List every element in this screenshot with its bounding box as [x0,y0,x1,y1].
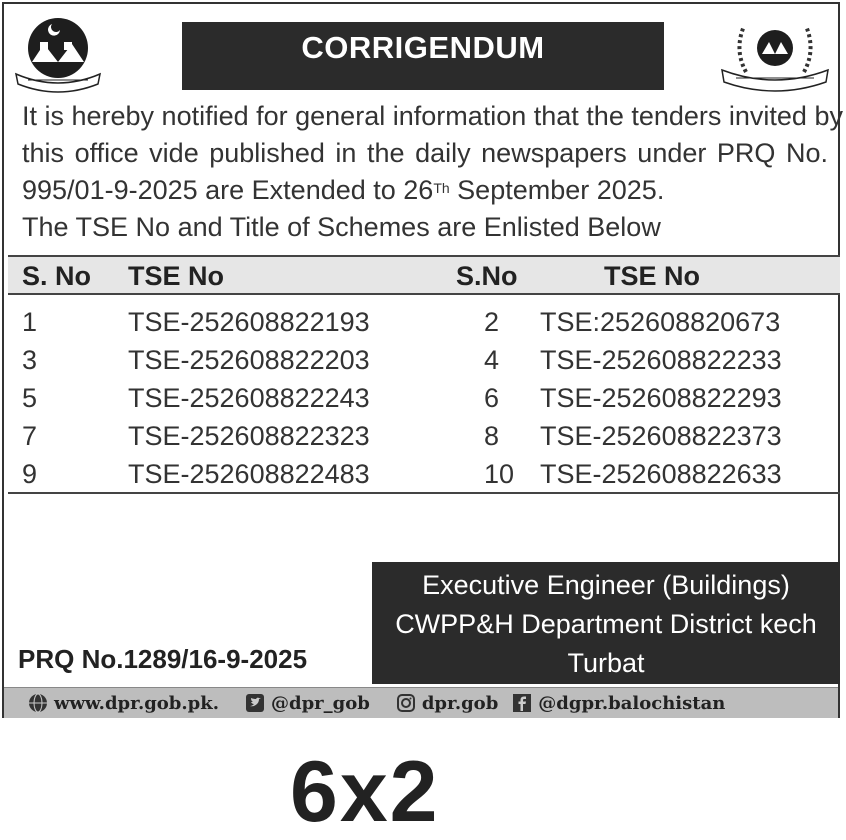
notice-paragraph [22,98,843,246]
title-banner [182,22,664,90]
footer-bar [4,687,838,718]
ad-size-label: 6x2 [290,744,440,840]
notice-text: September 2025. [449,175,665,205]
instagram-handle[interactable]: dpr.gob [421,692,499,714]
serial-number: 8 [484,421,500,451]
tse-number: TSE-252608822203 [128,345,370,375]
page-title: CORRIGENDUM [301,30,545,65]
serial-number: 3 [22,345,38,375]
tse-number: TSE-252608822233 [540,345,782,375]
globe-icon [28,693,48,713]
signatory-box [372,562,840,684]
notice-text: 995/01-9-2025 are Extended to 26 [22,175,434,205]
twitter-icon [245,693,265,713]
serial-number: 9 [22,459,38,489]
serial-number: 5 [22,383,38,413]
footer-website[interactable] [28,693,219,714]
twitter-handle[interactable]: @dpr_gob [270,692,370,714]
signatory-department: CWPP&H Department District kech [395,609,817,639]
notice-line: this office vide published in the daily newspapers under PRQ No. [22,138,828,168]
serial-number: 7 [22,421,38,451]
instagram-icon [396,693,416,713]
signatory-location: Turbat [567,648,645,678]
serial-number: 1 [22,307,38,337]
superscript: Th [433,180,450,196]
prq-number: PRQ No.1289/16-9-2025 [18,644,308,674]
signatory-title: Executive Engineer (Buildings) [422,570,790,600]
serial-number: 2 [484,307,500,337]
footer-instagram[interactable] [396,693,498,714]
tse-number: TSE-252608822373 [540,421,782,451]
column-header: TSE No [128,261,225,291]
tse-number: TSE-252608822633 [540,459,782,489]
table-row [0,307,846,345]
table-row [0,421,846,459]
facebook-icon [512,693,532,713]
column-header: S.No [456,261,518,291]
serial-number: 4 [484,345,500,375]
tse-number: TSE-252608822483 [128,459,370,489]
balochistan-emblem-left [12,14,104,96]
facebook-handle[interactable]: @dgpr.balochistan [538,692,726,714]
tse-number: TSE-252608822293 [540,383,782,413]
serial-number: 6 [484,383,500,413]
website-link[interactable]: www.dpr.gob.pk. [54,692,219,714]
tse-number: TSE-252608822243 [128,383,370,413]
table-header [8,255,840,295]
tse-number: TSE-252608822323 [128,421,370,451]
footer-facebook[interactable] [512,693,725,714]
table-row [0,345,846,383]
serial-number: 10 [484,459,515,489]
footer-twitter[interactable] [245,693,370,714]
column-header: S. No [22,261,92,291]
table-bottom-rule [8,492,840,494]
table-row [0,383,846,421]
balochistan-emblem-right [716,14,834,96]
tse-number: TSE:252608820673 [540,307,781,337]
tse-number: TSE-252608822193 [128,307,370,337]
notice-line: It is hereby notified for general information that the tenders invited by [22,101,843,131]
notice-line: The TSE No and Title of Schemes are Enlisted Below [22,212,661,242]
column-header: TSE No [604,261,701,291]
notice-line [22,172,828,209]
